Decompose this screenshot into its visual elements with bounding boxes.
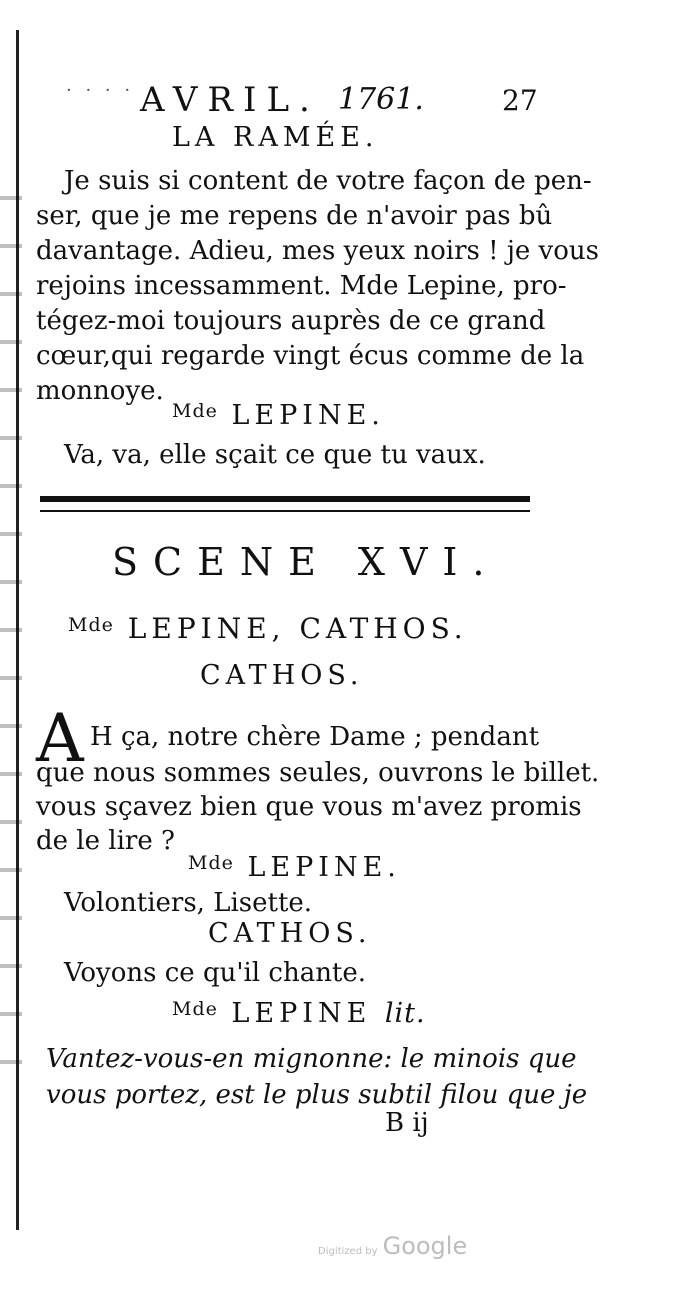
speaker-prefix: Mde	[172, 400, 218, 422]
speaker-direction: lit.	[384, 998, 426, 1029]
drop-cap: A	[36, 700, 84, 777]
text-line-italic: vous portez, est le plus subtil filou que je	[46, 1080, 588, 1110]
text-line: tégez-moi toujours auprès de ce grand	[36, 306, 546, 336]
running-head-year: 1761.	[338, 82, 424, 117]
speaker-name: LEPINE.	[231, 400, 385, 431]
scene-cast	[68, 612, 468, 645]
speaker-mde-lepine	[188, 852, 401, 883]
text-line: monnoye.	[36, 376, 164, 406]
text-line: Volontiers, Lisette.	[64, 888, 313, 918]
text-line: vous sçavez bien que vous m'avez promis	[36, 792, 582, 822]
margin-bleed-marks	[0, 170, 22, 1070]
text-line: davantage. Adieu, mes yeux noirs ! je vous	[36, 236, 599, 266]
page-number: 27	[502, 84, 538, 117]
text-line: H ça, notre chère Dame ; pendant	[90, 722, 540, 752]
speaker-la-ramee: LA RAMÉE.	[172, 122, 379, 153]
speaker-name: LEPINE	[231, 998, 372, 1029]
scene-rule-thin	[40, 510, 530, 512]
text-line: que nous sommes seules, ouvrons le billet.	[36, 758, 600, 788]
text-line: Va, va, elle sçait ce que tu vaux.	[64, 440, 486, 470]
watermark-prefix: Digitized by	[318, 1246, 378, 1257]
scene-title: SCENE XVI.	[112, 540, 500, 584]
header-dots: · · · ·	[66, 80, 135, 101]
cast-names: LEPINE, CATHOS.	[127, 612, 468, 645]
watermark-brand: Google	[382, 1232, 468, 1260]
text-line-italic: Vantez-vous-en mignonne: le minois que	[46, 1044, 577, 1074]
cast-prefix: Mde	[68, 614, 114, 636]
text-line: rejoins incessamment. Mde Lepine, pro-	[36, 271, 567, 301]
text-line: Voyons ce qu'il chante.	[64, 958, 367, 988]
speaker-prefix: Mde	[172, 998, 218, 1020]
signature-mark: B ij	[385, 1108, 429, 1138]
running-head-month: AVRIL.	[140, 80, 320, 120]
speaker-mde-lepine-lit	[172, 998, 426, 1029]
speaker-mde-lepine	[172, 400, 385, 431]
text-line: ser, que je me repens de n'avoir pas bû	[36, 201, 553, 231]
speaker-prefix: Mde	[188, 852, 234, 874]
text-line: Je suis si content de votre façon de pen-	[64, 166, 592, 196]
speaker-cathos: CATHOS.	[200, 660, 364, 691]
text-line: cœur,qui regarde vingt écus comme de la	[36, 341, 585, 371]
speaker-cathos: CATHOS.	[208, 918, 372, 949]
scene-rule-thick	[40, 496, 530, 502]
speaker-name: LEPINE.	[247, 852, 401, 883]
text-line: de le lire ?	[36, 826, 175, 856]
digitization-watermark	[318, 1232, 467, 1260]
